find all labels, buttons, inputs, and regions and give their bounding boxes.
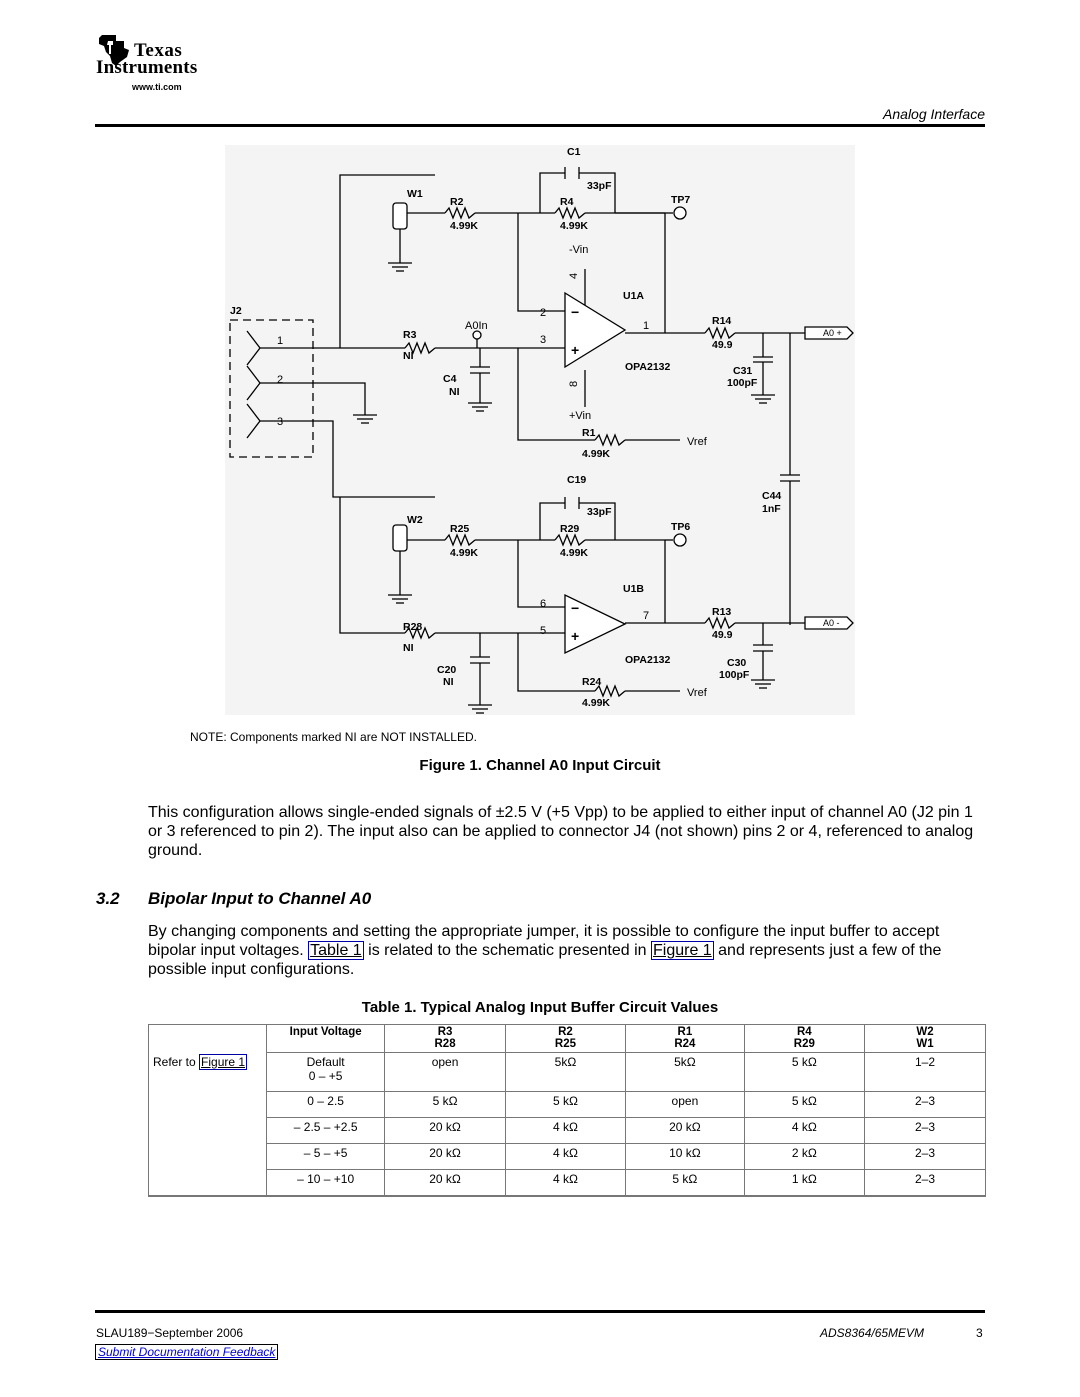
table-cell: 2 kΩ [744,1144,864,1170]
table-header: W2 W1 [865,1024,985,1053]
footer-rule [95,1310,985,1313]
svg-text:1nF: 1nF [762,503,781,515]
svg-text:Vref: Vref [687,687,707,699]
svg-text:100pF: 100pF [727,377,758,389]
schematic-note: NOTE: Components marked NI are NOT INSTALLED. [190,730,477,744]
svg-text:NI: NI [403,642,414,654]
table-cell: 4 kΩ [505,1118,625,1144]
svg-text:OPA2132: OPA2132 [625,654,671,666]
logo-instruments: Instruments [96,57,198,78]
svg-text:NI: NI [403,350,414,362]
table-cell: 2–3 [865,1092,985,1118]
svg-text:3: 3 [540,334,547,346]
table-cell: 4 kΩ [505,1144,625,1170]
svg-text:4.99K: 4.99K [582,697,611,709]
table-cell: 5 kΩ [505,1092,625,1118]
svg-text:4.99K: 4.99K [582,448,611,460]
svg-text:+: + [571,628,580,644]
table-cell: 20 kΩ [385,1118,505,1144]
footer-doc-id: SLAU189−September 2006 [96,1326,244,1340]
table-cell: 5 kΩ [744,1053,864,1092]
table-ref-cell: Refer to Figure 1 [153,1054,246,1069]
paragraph-bipolar-part3: and represents just a few of the possible input configurations. [148,942,942,978]
svg-text:4.99K: 4.99K [560,547,589,559]
svg-text:3: 3 [277,416,284,428]
table-cell: 2–3 [865,1170,985,1196]
svg-text:2: 2 [540,307,547,319]
svg-text:OPA2132: OPA2132 [625,361,671,373]
table-cell: 5 kΩ [385,1092,505,1118]
svg-text:R1: R1 [582,427,596,439]
svg-text:R29: R29 [560,523,580,535]
svg-text:C44: C44 [762,490,782,502]
table-row [148,1053,985,1092]
table-cell: – 5 – +5 [266,1144,384,1170]
svg-text:4.99K: 4.99K [560,220,589,232]
table-cell: 5 kΩ [626,1170,744,1196]
header-rule [95,124,985,127]
schematic-diagram [225,145,855,715]
svg-text:33pF: 33pF [587,180,612,192]
table-cell: 2–3 [865,1118,985,1144]
logo-texas: Texas [134,40,183,61]
table-cell: 2–3 [865,1144,985,1170]
svg-text:49.9: 49.9 [712,629,733,641]
svg-text:W1: W1 [407,188,423,200]
svg-text:W2: W2 [407,514,423,526]
table-cell: 20 kΩ [385,1170,505,1196]
table-cell: Default 0 – +5 [266,1053,384,1092]
svg-text:4.99K: 4.99K [450,547,479,559]
svg-text:−: − [571,304,580,320]
figure-1-link[interactable]: Figure 1 [652,942,712,959]
svg-text:1: 1 [643,320,650,332]
table-row [148,1118,985,1144]
values-table [148,1024,985,1196]
svg-text:C4: C4 [443,373,457,385]
svg-text:R2: R2 [450,196,464,208]
submit-feedback-link[interactable] [95,1343,278,1361]
table-cell: 4 kΩ [505,1170,625,1196]
svg-text:100pF: 100pF [719,669,750,681]
table-cell: 1 kΩ [744,1170,864,1196]
svg-text:1: 1 [277,335,284,347]
svg-text:R13: R13 [712,606,732,618]
svg-text:U1A: U1A [623,290,645,302]
svg-text:+Vin: +Vin [569,410,592,422]
table-cell: 5kΩ [626,1053,744,1092]
svg-text:−: − [571,600,580,616]
table-cell: open [626,1092,744,1118]
svg-text:R4: R4 [560,196,574,208]
svg-text:NI: NI [443,676,454,688]
paragraph-bipolar-part1: By changing components and setting the appropriate jumper, it is possible to configure the input buffer to accept bipolar input voltages. [148,923,940,959]
logo-url[interactable]: www.ti.com [132,82,182,92]
table-row [148,1144,985,1170]
paragraph-bipolar-part2: is related to the schematic presented in [368,942,647,959]
svg-text:C20: C20 [437,664,457,676]
svg-text:C19: C19 [567,474,587,486]
svg-text:U1B: U1B [623,583,645,595]
table-cell: 0 – 2.5 [266,1092,384,1118]
svg-text:R28: R28 [403,621,423,633]
table-cell: 20 kΩ [385,1144,505,1170]
table-header: R3 R28 [385,1024,505,1053]
table-header: Input Voltage [266,1024,384,1053]
svg-text:C1: C1 [567,146,581,158]
table-header: R2 R25 [505,1024,625,1053]
footer-page-number: 3 [976,1326,983,1340]
table-cell: 4 kΩ [744,1118,864,1144]
svg-text:A0 -: A0 - [823,618,840,628]
svg-text:4.99K: 4.99K [450,220,479,232]
svg-text:4: 4 [568,272,580,279]
table-cell: 5 kΩ [744,1092,864,1118]
svg-text:R3: R3 [403,329,417,341]
svg-text:C30: C30 [727,657,747,669]
svg-text:2: 2 [277,374,284,386]
svg-text:TP6: TP6 [671,521,691,533]
header-section-title: Analog Interface [883,106,985,122]
svg-text:5: 5 [540,625,547,637]
svg-text:J2: J2 [230,305,242,317]
figure-caption: Figure 1. Channel A0 Input Circuit [419,757,661,774]
submit-feedback-label[interactable]: Submit Documentation Feedback [95,1344,278,1360]
svg-text:R24: R24 [582,676,602,688]
paragraph-bipolar [148,922,988,979]
table-header: R4 R29 [744,1024,864,1053]
svg-text:49.9: 49.9 [712,339,733,351]
footer-product: ADS8364/65MEVM [820,1326,925,1340]
svg-text:+: + [571,342,580,358]
paragraph-intro: This configuration allows single-ended signals of ±2.5 V (+5 Vpp) to be applied to either input of channel A0 (J2 pin 1 or 3 referenced to pin 2). The input also can be applied to connector J4 (not shown) pins 2 or 4, referenced to analog ground. [148,804,974,859]
svg-text:A0 +: A0 + [823,328,842,338]
table-row [148,1092,985,1118]
svg-text:NI: NI [449,386,460,398]
table-cell: open [385,1053,505,1092]
table-header-row [148,1024,985,1053]
svg-text:A0In: A0In [465,320,488,332]
svg-text:33pF: 33pF [587,506,612,518]
svg-text:7: 7 [643,610,650,622]
svg-text:Vref: Vref [687,436,707,448]
table-cell: 10 kΩ [626,1144,744,1170]
svg-text:6: 6 [540,598,547,610]
table-cell: 5kΩ [505,1053,625,1092]
table-cell: – 10 – +10 [266,1170,384,1196]
table-cell: 1–2 [865,1053,985,1092]
svg-text:R14: R14 [712,315,732,327]
table-cell: 20 kΩ [626,1118,744,1144]
svg-text:8: 8 [568,380,580,387]
svg-text:C31: C31 [733,365,753,377]
svg-text:R25: R25 [450,523,470,535]
table-1-link[interactable]: Table 1 [310,942,362,959]
table-row [148,1170,985,1196]
table-caption: Table 1. Typical Analog Input Buffer Circuit Values [361,999,719,1016]
table-figure-1-link[interactable]: Figure 1 [201,1054,246,1069]
svg-text:TP7: TP7 [671,194,691,206]
table-header: R1 R24 [626,1024,744,1053]
table-cell: – 2.5 – +2.5 [266,1118,384,1144]
section-number: 3.2 [96,889,120,908]
svg-text:-Vin: -Vin [569,244,589,256]
section-title: Bipolar Input to Channel A0 [148,889,372,908]
